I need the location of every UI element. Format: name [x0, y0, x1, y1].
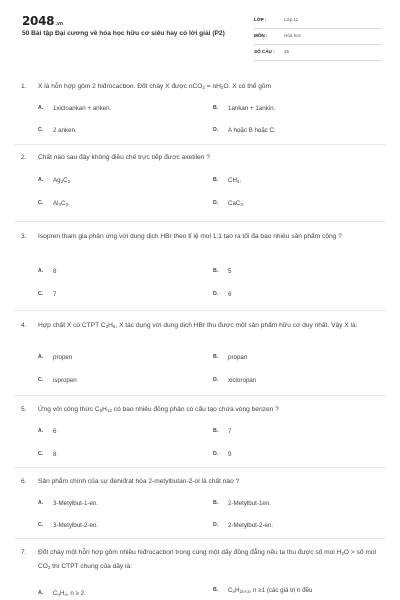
meta-row-subject: [254, 30, 382, 45]
option-text: 8: [53, 451, 57, 458]
divider: [14, 538, 386, 539]
option-letter: B.: [213, 500, 219, 506]
option-letter: B.: [213, 354, 219, 360]
question-text: X là hỗn hợp gồm 2 hiđrocacbon. Đốt cháy X được $nCO_2 = nH_2O$. X có thể gồm: [38, 83, 272, 90]
option-text: 1ankan + 1ankin.: [228, 105, 276, 112]
option-text: propan: [228, 354, 248, 361]
option-text: 6: [53, 428, 57, 435]
option-letter: C.: [38, 127, 44, 133]
question-text: Ứng với công thức $C_9H_{12}$ có bao nhiêu đồng phân có cấu tạo chứa vòng benzen ?: [38, 406, 279, 413]
option-text: 3-Metylbut-1-en.: [53, 500, 99, 507]
option-letter: A.: [38, 500, 44, 506]
question-number: 7.: [21, 549, 27, 556]
option-letter: A.: [38, 354, 44, 360]
question-number: 3.: [21, 233, 27, 240]
option-letter: B.: [213, 177, 219, 183]
option-letter: A.: [38, 590, 44, 596]
option-letter: D.: [213, 200, 219, 206]
meta-row-grade: [254, 14, 382, 29]
option-letter: C.: [38, 291, 44, 297]
question-number: 6.: [21, 478, 27, 485]
document-meta: [254, 14, 382, 62]
option-text: $CH_4$.: [228, 177, 242, 184]
question-text: Chất nào sau đây không điều chế trực tiếp được axetilen ?: [38, 154, 210, 161]
option-letter: A.: [38, 105, 44, 111]
divider: [14, 395, 386, 396]
question-number: 2.: [21, 154, 27, 161]
option-letter: C.: [38, 522, 44, 528]
option-letter: B.: [213, 587, 219, 593]
option-text: A hoặc B hoặc C.: [228, 127, 276, 134]
meta-value: Hóa học: [284, 33, 302, 38]
option-letter: A.: [38, 268, 44, 274]
option-text: 7: [228, 428, 232, 435]
document-title: 50 Bài tập Đại cương về hóa học hữu cơ siêu hay có lời giải (P2): [22, 30, 225, 37]
divider: [14, 467, 386, 468]
option-text: ispropen: [53, 377, 77, 384]
logo-suffix: .vn: [55, 21, 64, 27]
option-letter: D.: [213, 291, 219, 297]
option-letter: D.: [213, 451, 219, 457]
meta-label: MÔN :: [254, 33, 268, 38]
option-text: xicloropan: [228, 377, 257, 384]
question-number: 4.: [21, 322, 27, 329]
divider: [14, 221, 386, 222]
option-text: $Al_4C_3$.: [53, 200, 70, 207]
question-text: Hợp chất X có CTPT $C_3H_6$, X tác dụng với dung dịch HBr thu được một sản phẩm hữu cơ duy nhất. Vậy X là:: [38, 322, 358, 329]
option-text: $C_nH_{2n+2}$, n ≥1 (các giá trị n đều: [228, 587, 313, 594]
option-text: 8: [53, 268, 57, 275]
option-letter: B.: [213, 105, 219, 111]
option-text: $Ag_2C_2$.: [53, 177, 72, 184]
option-letter: A.: [38, 177, 44, 183]
option-text: 6: [228, 291, 232, 298]
question-text: Sản phẩm chính của sự đehiđrat hóa 2-metylbutan-2-ol là chất nào ?: [38, 478, 240, 485]
option-letter: A.: [38, 428, 44, 434]
site-logo[interactable]: [22, 14, 63, 28]
logo-main: 2048: [22, 14, 55, 28]
option-text: 2 anken.: [53, 127, 77, 134]
option-text: $C_nH_n$, n ≥ 2.: [53, 590, 86, 597]
question-number: 5.: [21, 406, 27, 413]
option-letter: C.: [38, 200, 44, 206]
meta-label: LỚP :: [254, 17, 267, 22]
option-text: 2-Metylbut-1en.: [228, 500, 271, 507]
option-text: 1xicloankan + anken.: [53, 105, 112, 112]
question-number: 1.: [21, 83, 27, 90]
option-letter: B.: [213, 428, 219, 434]
option-text: 2-Metylbut-2-en.: [228, 522, 274, 529]
meta-value: Lớp 11: [284, 17, 299, 22]
option-letter: B.: [213, 268, 219, 274]
option-text: propen: [53, 354, 73, 361]
meta-value: 25: [284, 49, 290, 54]
document-header: [0, 0, 400, 66]
option-letter: D.: [213, 522, 219, 528]
option-letter: D.: [213, 377, 219, 383]
option-text: 3-Metylbut-2-en.: [53, 522, 99, 529]
option-letter: D.: [213, 127, 219, 133]
option-text: CaC$_2$.: [228, 200, 245, 207]
option-text: 9: [228, 451, 232, 458]
question-text: Isopren tham gia phản ứng với dung dịch HBr theo tỉ lệ mol 1:1 tạo ra tối đa bao nhiêu sản phẩm cộng ?: [38, 233, 342, 240]
option-text: 7: [53, 291, 57, 298]
meta-label: SỐ CÂU :: [254, 49, 275, 54]
option-letter: C.: [38, 377, 44, 383]
divider: [14, 310, 386, 311]
meta-row-count: [254, 46, 382, 61]
option-text: 5: [228, 268, 232, 275]
divider: [14, 144, 386, 145]
question-text: Đốt cháy một hỗn hợp gồm nhiều hiđrocacbon trong cùng một dãy đồng đẳng nếu ta thu được số mol $H_2O$ > số mol $CO_2$ thì CTPT chung của dãy là:: [38, 549, 376, 570]
option-letter: C.: [38, 451, 44, 457]
